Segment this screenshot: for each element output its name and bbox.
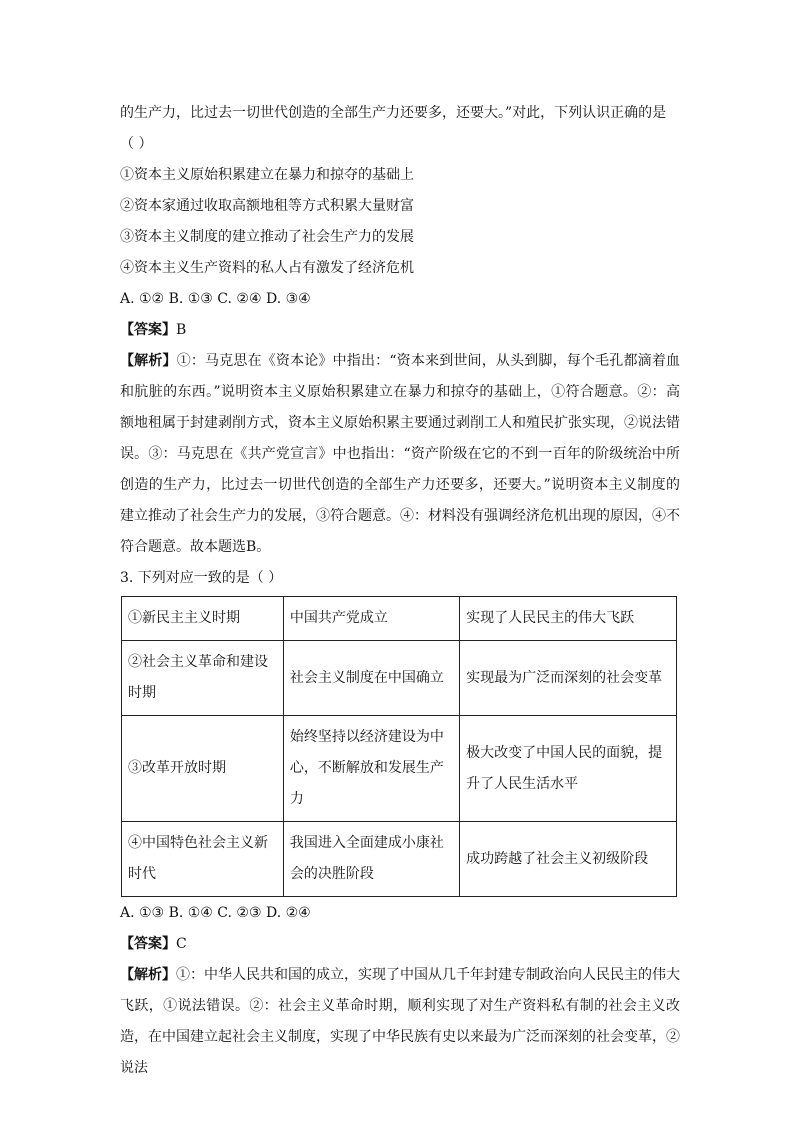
analysis-text: ①：中华人民共和国的成立，实现了中国从几千年封建专制政治向人民民主的伟大飞跃，①说法错误。②：社会主义革命时期，顺利实现了对生产资料私有制的社会主义改造，在中国建立起社会主义制度，实现了中华民族有史以来最为广泛而深刻的社会变革，②说法 bbox=[120, 967, 680, 1076]
q2-answer bbox=[120, 315, 680, 346]
answer-label: 【答案】 bbox=[120, 322, 176, 338]
q2-paren: （ ） bbox=[120, 136, 153, 152]
q3-stem: 3. 下列对应一致的是（ ） bbox=[120, 570, 283, 586]
table-cell: ③改革开放时期 bbox=[122, 716, 284, 822]
answer-value: B bbox=[176, 322, 187, 338]
table-cell: ④中国特色社会主义新时代 bbox=[122, 822, 284, 897]
table-cell: 始终坚持以经济建设为中心，不断解放和发展生产力 bbox=[283, 716, 459, 822]
answer-label: 【答案】 bbox=[120, 936, 176, 952]
q2-option-4: ④资本主义生产资料的私人占有激发了经济危机 bbox=[120, 260, 414, 276]
q3-analysis bbox=[120, 960, 680, 1084]
page-content bbox=[120, 98, 680, 1084]
q2-stem-tail: 的生产力，比过去一切世代创造的全部生产力还要多，还要大。”对此，下列认识正确的是 bbox=[120, 105, 667, 121]
q2-analysis bbox=[120, 346, 680, 563]
q2-option-1: ①资本主义原始积累建立在暴力和掠夺的基础上 bbox=[120, 167, 414, 183]
answer-value: C bbox=[176, 936, 187, 952]
table-row bbox=[122, 822, 677, 897]
analysis-label: 【解析】 bbox=[120, 967, 176, 983]
table-cell: 实现最为广泛而深刻的社会变革 bbox=[460, 641, 677, 716]
q3-choices: A. ①③ B. ①④ C. ②③ D. ②④ bbox=[120, 905, 311, 921]
table-cell: 成功跨越了社会主义初级阶段 bbox=[460, 822, 677, 897]
analysis-label: 【解析】 bbox=[120, 353, 177, 369]
q2-option-3: ③资本主义制度的建立推动了社会生产力的发展 bbox=[120, 229, 414, 245]
table-cell: 中国共产党成立 bbox=[283, 597, 459, 641]
analysis-text: ①：马克思在《资本论》中指出：“资本来到世间，从头到脚，每个毛孔都滴着血和肮脏的东西。”说明资本主义原始积累建立在暴力和掠夺的基础上，①符合题意。②：高额地租属于封建剥削方式，资本主义原始积累主要通过剥削工人和殖民扩张实现，②说法错误。③：马克思在《共产党宣言》中也指出：“资产阶级在它的不到一百年的阶级统治中所创造的生产力，比过去一切世代创造的全部生产力还要多，还要大。”说明资本主义制度的建立推动了社会生产力的发展，③符合题意。④：材料没有强调经济危机出现的原因，④不符合题意。故本题选B。 bbox=[120, 353, 681, 555]
table-row bbox=[122, 597, 677, 641]
table-row bbox=[122, 641, 677, 716]
table-cell: 我国进入全面建成小康社会的决胜阶段 bbox=[283, 822, 459, 897]
table-cell: 社会主义制度在中国确立 bbox=[283, 641, 459, 716]
q3-table bbox=[121, 596, 677, 897]
table-cell: 极大改变了中国人民的面貌，提升了人民生活水平 bbox=[460, 716, 677, 822]
table-cell: ②社会主义革命和建设时期 bbox=[122, 641, 284, 716]
q3-answer bbox=[120, 929, 680, 960]
table-cell: 实现了人民民主的伟大飞跃 bbox=[460, 597, 677, 641]
q2-option-2: ②资本家通过收取高额地租等方式积累大量财富 bbox=[120, 198, 414, 214]
q2-choices: A. ①② B. ①③ C. ②④ D. ③④ bbox=[120, 291, 311, 307]
table-cell: ①新民主主义时期 bbox=[122, 597, 284, 641]
table-row bbox=[122, 716, 677, 822]
